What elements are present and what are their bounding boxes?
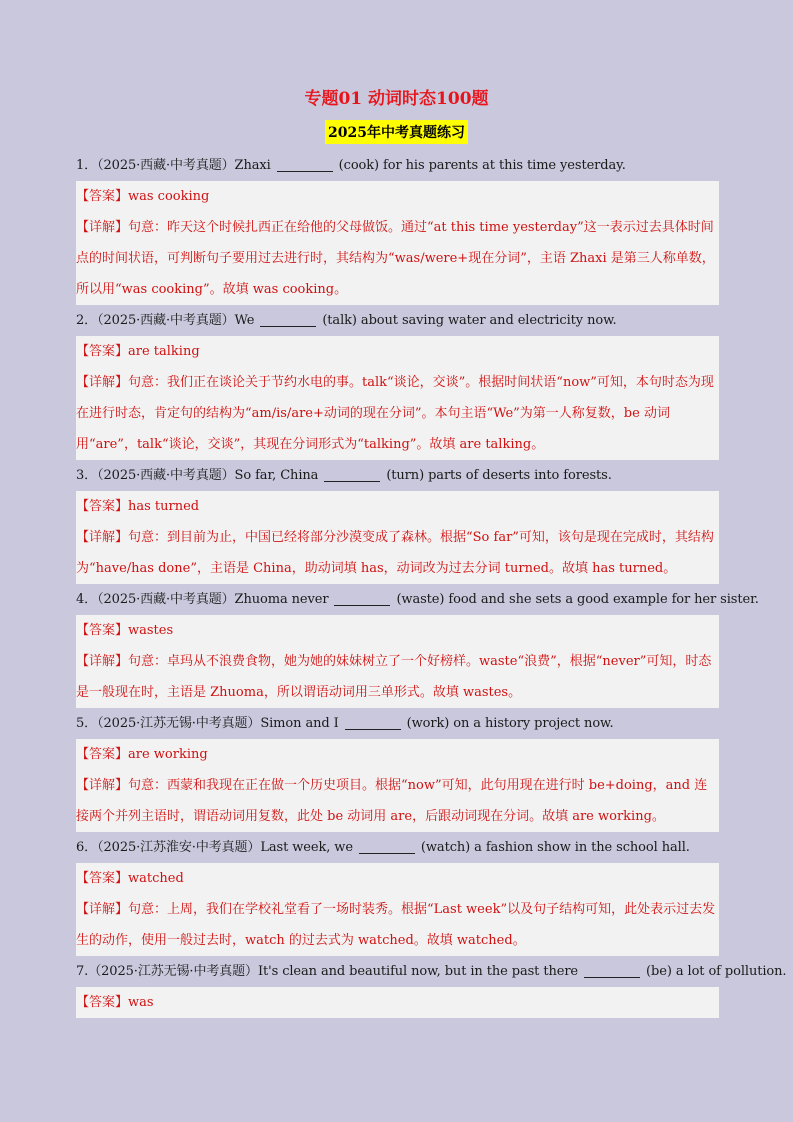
answer-box-1 — [76, 181, 719, 305]
question-7 — [76, 956, 787, 987]
question-6 — [76, 832, 719, 863]
answer-box-7 — [76, 987, 719, 1018]
page-subtitle: 2025年中考真题练习 — [325, 120, 468, 144]
question-3 — [76, 460, 719, 491]
question-suffix: (waste) food and she sets a good example for her sister. — [396, 592, 759, 607]
detail-text: 【详解】句意：上周，我们在学校礼堂看了一场时装秀。根据“Last week”以及句子结构可知，此处表示过去发生的动作，使用一般过去时，watch 的过去式为 watched。故填 watched。 — [76, 902, 716, 948]
answer-line: 【答案】watched — [76, 871, 184, 886]
question-prefix: 5．（2025·江苏无锡·中考真题）Simon and I — [76, 716, 339, 731]
question-prefix: 1．（2025·西藏·中考真题）Zhaxi — [76, 158, 271, 173]
question-prefix: 4．（2025·西藏·中考真题）Zhuoma never — [76, 592, 329, 607]
question-prefix: 7.（2025·江苏无锡·中考真题）It's clean and beautiful now, but in the past there — [76, 964, 579, 979]
detail-text: 【详解】句意：昨天这个时候扎西正在给他的父母做饭。通过“at this time yesterday”这一表示过去具体时间点的时间状语，可判断句子要用过去进行时，其结构为“was/were+现在分词”，主语 Zhaxi 是第三人称单数，所以用“was cooking”。故填 was cooking。 — [76, 220, 715, 297]
question-suffix: (be) a lot of pollution. — [646, 964, 787, 979]
answer-line: 【答案】wastes — [76, 623, 174, 638]
answer-box-5 — [76, 739, 719, 832]
answer-box-6 — [76, 863, 719, 956]
answer-line: 【答案】has turned — [76, 499, 200, 514]
answer-line: 【答案】was cooking — [76, 189, 210, 204]
question-4 — [76, 584, 759, 615]
question-suffix: (watch) a fashion show in the school hall. — [420, 840, 690, 855]
answer-line: 【答案】are talking — [76, 344, 200, 359]
question-suffix: (turn) parts of deserts into forests. — [386, 468, 612, 483]
question-prefix: 6．（2025·江苏淮安·中考真题）Last week, we — [76, 840, 353, 855]
subtitle-wrap — [0, 120, 793, 144]
question-suffix: (cook) for his parents at this time yesterday. — [338, 158, 626, 173]
answer-blank — [584, 963, 640, 978]
answer-blank — [334, 591, 390, 606]
answer-line: 【答案】are working — [76, 747, 208, 762]
detail-text: 【详解】句意：到目前为止，中国已经将部分沙漠变成了森林。根据“So far”可知，该句是现在完成时，其结构为“have/has done”，主语是 China，助动词填 has，动词改为过去分词 turned。故填 has turned。 — [76, 530, 714, 576]
question-prefix: 3．（2025·西藏·中考真题）So far, China — [76, 468, 319, 483]
question-suffix: (work) on a history project now. — [406, 716, 614, 731]
answer-line: 【答案】was — [76, 995, 154, 1010]
answer-box-2 — [76, 336, 719, 460]
answer-blank — [324, 467, 380, 482]
answer-blank — [277, 157, 333, 172]
question-2 — [76, 305, 719, 336]
detail-text: 【详解】句意：我们正在谈论关于节约水电的事。talk“谈论，交谈”。根据时间状语“now”可知，本句时态为现在进行时态，肯定句的结构为“am/is/are+动词的现在分词”。本句主语“We”为第一人称复数，be 动词用“are”，talk“谈论，交谈”，其现在分词形式为“talking”。故填 are talking。 — [76, 375, 714, 452]
question-5 — [76, 708, 719, 739]
page-title: 专题01 动词时态100题 — [304, 89, 489, 109]
question-prefix: 2．（2025·西藏·中考真题）We — [76, 313, 255, 328]
answer-blank — [359, 839, 415, 854]
question-suffix: (talk) about saving water and electricity now. — [322, 313, 617, 328]
answer-blank — [345, 715, 401, 730]
answer-box-4 — [76, 615, 719, 708]
question-1 — [76, 150, 719, 181]
question-list — [76, 150, 787, 1018]
answer-box-3 — [76, 491, 719, 584]
detail-text: 【详解】句意：卓玛从不浪费食物，她为她的妹妹树立了一个好榜样。waste“浪费”，根据“never”可知，时态是一般现在时，主语是 Zhuoma，所以谓语动词用三单形式。故填 wastes。 — [76, 654, 712, 700]
detail-text: 【详解】句意：西蒙和我现在正在做一个历史项目。根据“now”可知，此句用现在进行时 be+doing，and 连接两个并列主语时，谓语动词用复数，此处 be 动词用 are，后跟动词现在分词。故填 are working。 — [76, 778, 708, 824]
answer-blank — [260, 312, 316, 327]
